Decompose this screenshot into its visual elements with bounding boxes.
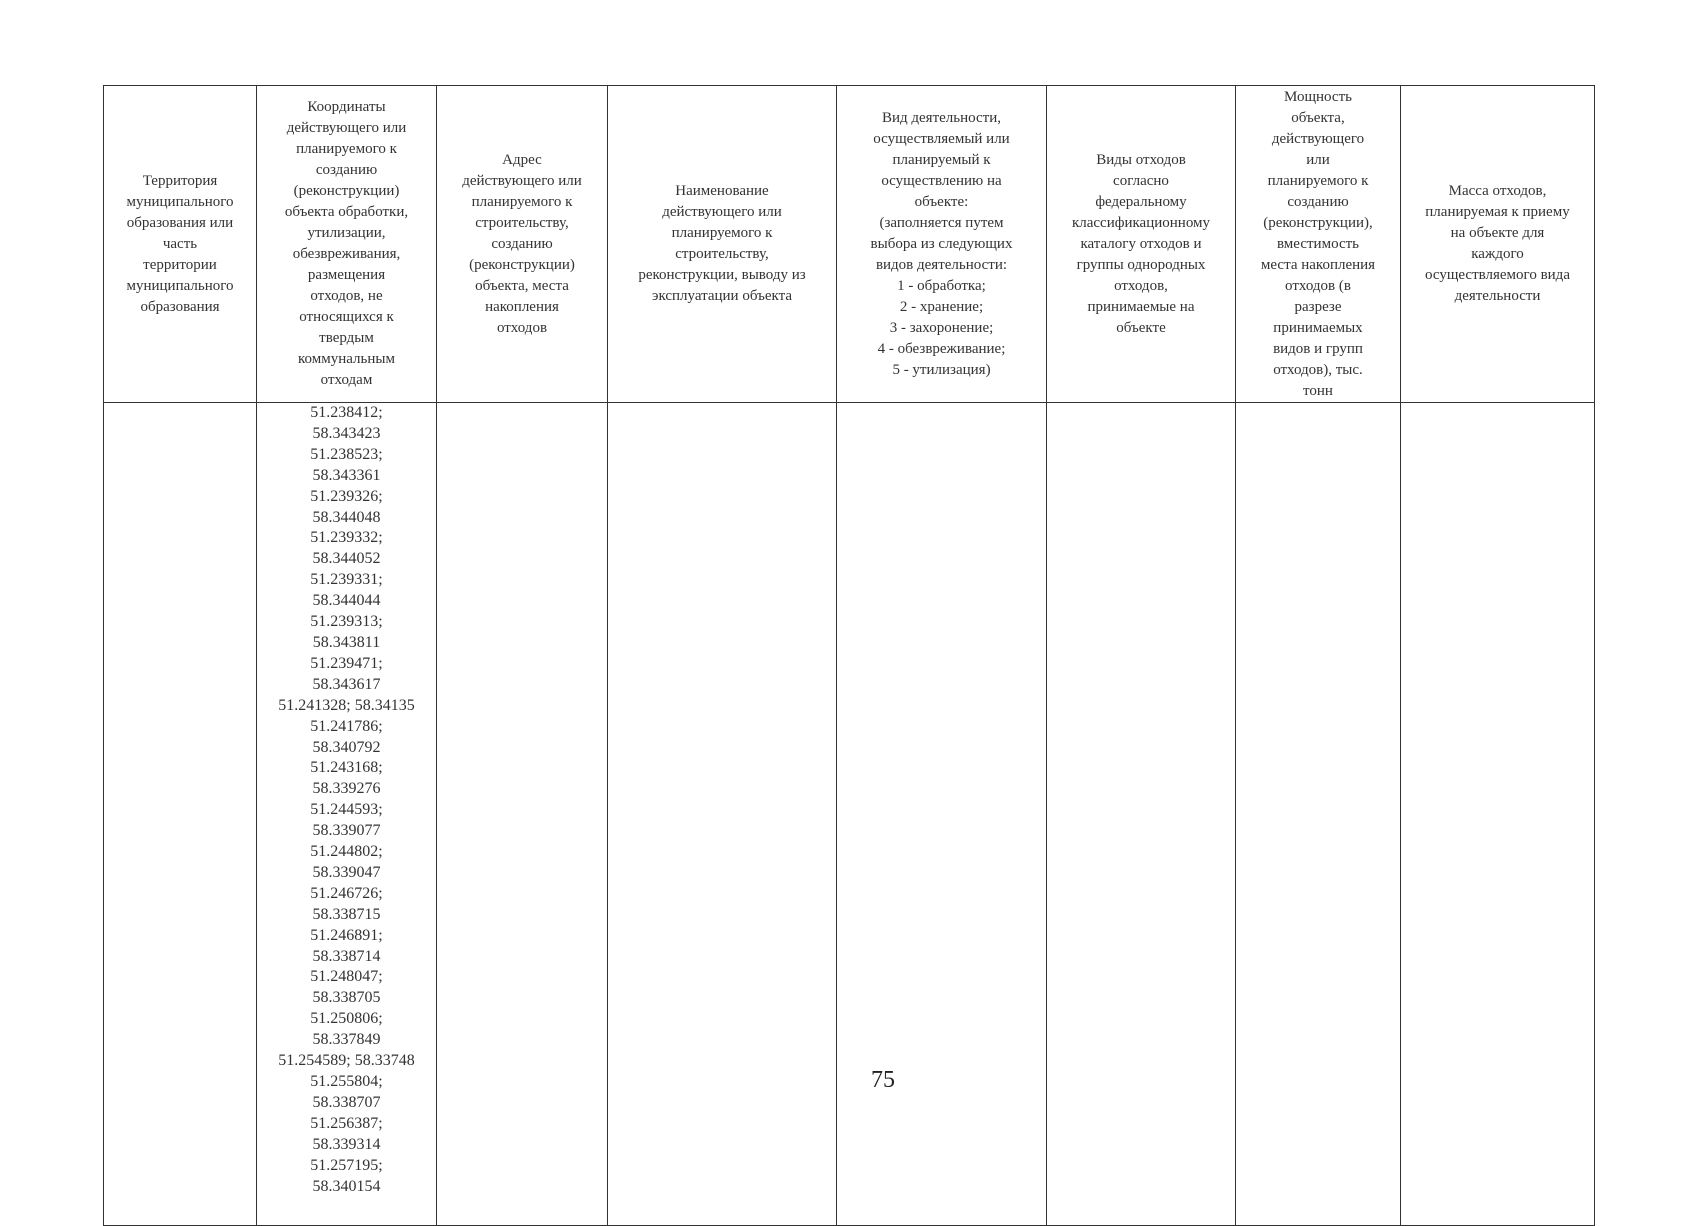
coordinate-line: 58.344052 [312,550,381,568]
coordinate-line: 51.246726; [310,884,383,902]
coordinate-line: 51.244802; [310,843,383,861]
header-activity-type: Вид деятельности, осуществляемый или планируемый к осуществлению на объекте: (заполняется путем выбора из следующих видов деятельности: 1 - обработка; 2 - хранение; 3 - захоронение; 4 - обезвреживание; 5 - утилизация) [837,86,1047,403]
coordinate-line: 51.241786; [310,717,383,735]
header-object-name: Наименование действующего или планируемого к строительству, реконструкции, выводу из эксплуатации объекта [608,86,837,403]
coordinates-list [257,403,436,1197]
header-waste-types: Виды отходов согласно федеральному классификационному каталогу отходов и группы однородных отходов, принимаемые на объекте [1047,86,1236,403]
coordinate-line: 51.239313; [310,613,383,631]
header-territory: Территория муниципального образования или часть территории муниципального образования [104,86,257,403]
coordinate-line: 58.339047 [312,863,381,881]
coordinate-line: 51.255804; [310,1073,383,1090]
cell-waste-mass [1401,403,1595,1226]
coordinate-line: 58.337849 [312,1031,381,1049]
coordinate-line: 58.340792 [312,738,381,756]
coordinate-line: 58.344044 [312,592,381,610]
coordinate-line: 51.239331; [310,571,383,589]
cell-territory [104,403,257,1226]
coordinate-line: 51.246891; [310,926,383,944]
coordinate-line: 58.343617 [312,675,381,693]
coordinate-line: 58.339276 [312,780,381,798]
coordinate-line: 58.343811 [312,633,381,651]
coordinate-line: 58.338714 [312,947,381,965]
coordinate-line: 51.241328; 58.34135 [278,696,415,714]
cell-waste-types [1047,403,1236,1226]
coordinate-line: 58.340154 [312,1177,381,1195]
page-number: 75 [871,1067,895,1093]
waste-facility-table [103,85,1595,1226]
header-capacity: Мощность объекта, действующего или планируемого к созданию (реконструкции), вместимость места накопления отходов (в разрезе принимаемых видов и групп отходов), тыс. тонн [1236,86,1401,403]
cell-activity-type [837,403,1047,1226]
coordinate-line: 51.239332; [310,529,383,547]
cell-coordinates [257,403,437,1226]
coordinate-line: 58.338707 [312,1093,381,1111]
coordinate-line: 51.238412; [310,404,383,421]
coordinate-line: 58.338705 [312,989,381,1007]
cell-capacity [1236,403,1401,1226]
coordinate-line: 58.339314 [312,1135,381,1153]
coordinate-line: 58.338715 [312,905,381,923]
header-coordinates: Координаты действующего или планируемого к созданию (реконструкции) объекта обработки, утилизации, обезвреживания, размещения отходов, не относящихся к твердым коммунальным отходам [257,86,437,403]
coordinate-line: 58.343423 [312,424,381,442]
coordinate-line: 51.238523; [310,445,383,463]
coordinate-line: 51.248047; [310,968,383,986]
header-waste-mass: Масса отходов, планируемая к приему на объекте для каждого осуществляемого вида деятельности [1401,86,1595,403]
table-header-row [104,86,1595,403]
coordinate-line: 51.250806; [310,1010,383,1028]
coordinate-line: 58.343361 [312,466,381,484]
coordinate-line: 51.256387; [310,1114,383,1132]
coordinate-line: 51.239326; [310,487,383,505]
coordinate-line: 51.243168; [310,759,383,777]
coordinate-line: 58.339077 [312,822,381,840]
header-address: Адрес действующего или планируемого к строительству, созданию (реконструкции) объекта, места накопления отходов [437,86,608,403]
coordinate-line: 58.344048 [312,508,381,526]
coordinate-line: 51.254589; 58.33748 [278,1052,415,1070]
coordinate-line: 51.239471; [310,654,383,672]
cell-address [437,403,608,1226]
table-row [104,403,1595,1226]
coordinate-line: 51.244593; [310,801,383,819]
cell-object-name [608,403,837,1226]
coordinate-line: 51.257195; [310,1156,383,1174]
